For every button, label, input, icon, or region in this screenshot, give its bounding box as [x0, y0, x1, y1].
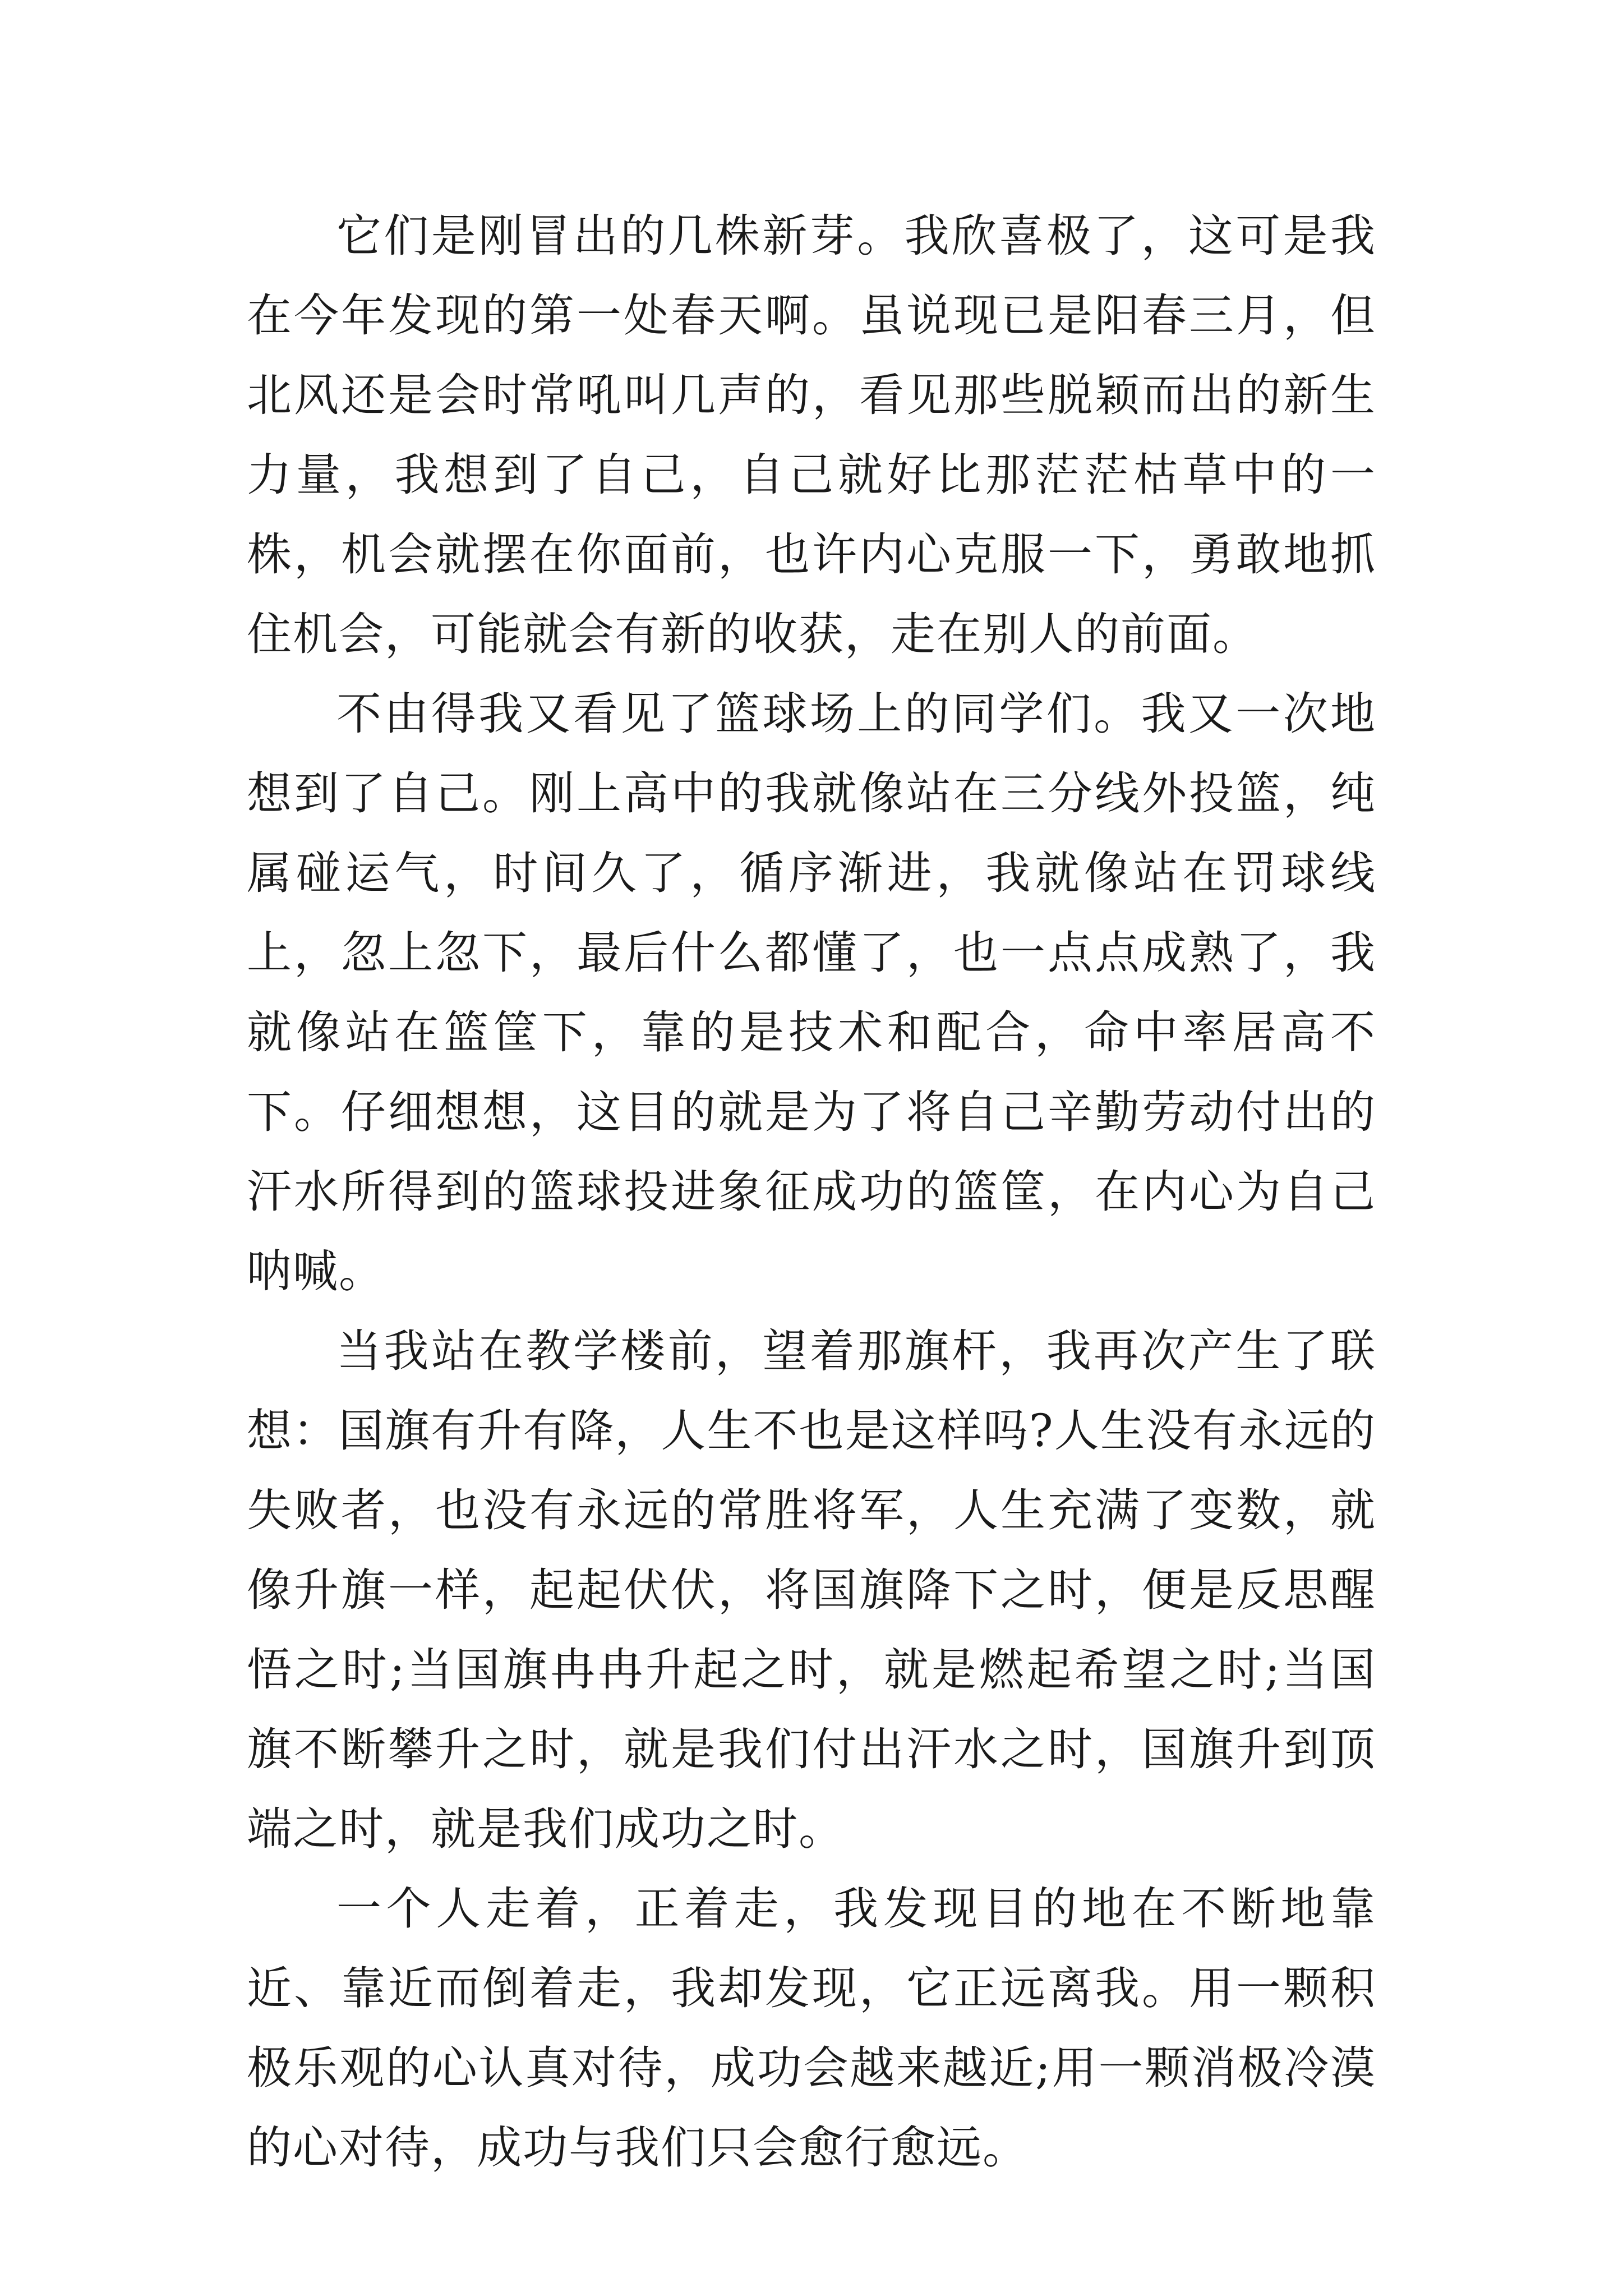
paragraph-1: 它们是刚冒出的几株新芽。我欣喜极了，这可是我在今年发现的第一处春天啊。虽说现已是阳春三月，但北风还是会时常吼叫几声的，看见那些脱颖而出的新生力量，我想到了自己，自己就好比那茫茫枯草中的一株，机会就摆在你面前，也许内心克服一下，勇敢地抓住机会，可能就会有新的收获，走在别人的前面。	[247, 210, 1376, 660]
paragraph-2: 不由得我又看见了篮球场上的同学们。我又一次地想到了自己。刚上高中的我就像站在三分线外投篮，纯属碰运气，时间久了，循序渐进，我就像站在罚球线上，忽上忽下，最后什么都懂了，也一点点成熟了，我就像站在篮筐下，靠的是技术和配合，命中率居高不下。仔细想想，这目的就是为了将自己辛勤劳动付出的汗水所得到的篮球投进象征成功的篮筐，在内心为自己呐喊。	[247, 688, 1376, 1297]
paragraph-4: 一个人走着，正着走，我发现目的地在不断地靠近、靠近而倒着走，我却发现，它正远离我。用一颗积极乐观的心认真对待，成功会越来越近;用一颗消极冷漠的心对待，成功与我们只会愈行愈远。	[247, 1883, 1376, 2174]
document-body	[247, 196, 1376, 2188]
paragraph-3: 当我站在教学楼前，望着那旗杆，我再次产生了联想：国旗有升有降，人生不也是这样吗?人生没有永远的失败者，也没有永远的常胜将军，人生充满了变数，就像升旗一样，起起伏伏，将国旗降下之时，便是反思醒悟之时;当国旗冉冉升起之时，就是燃起希望之时;当国旗不断攀升之时，就是我们付出汗水之时，国旗升到顶端之时，就是我们成功之时。	[247, 1325, 1376, 1855]
